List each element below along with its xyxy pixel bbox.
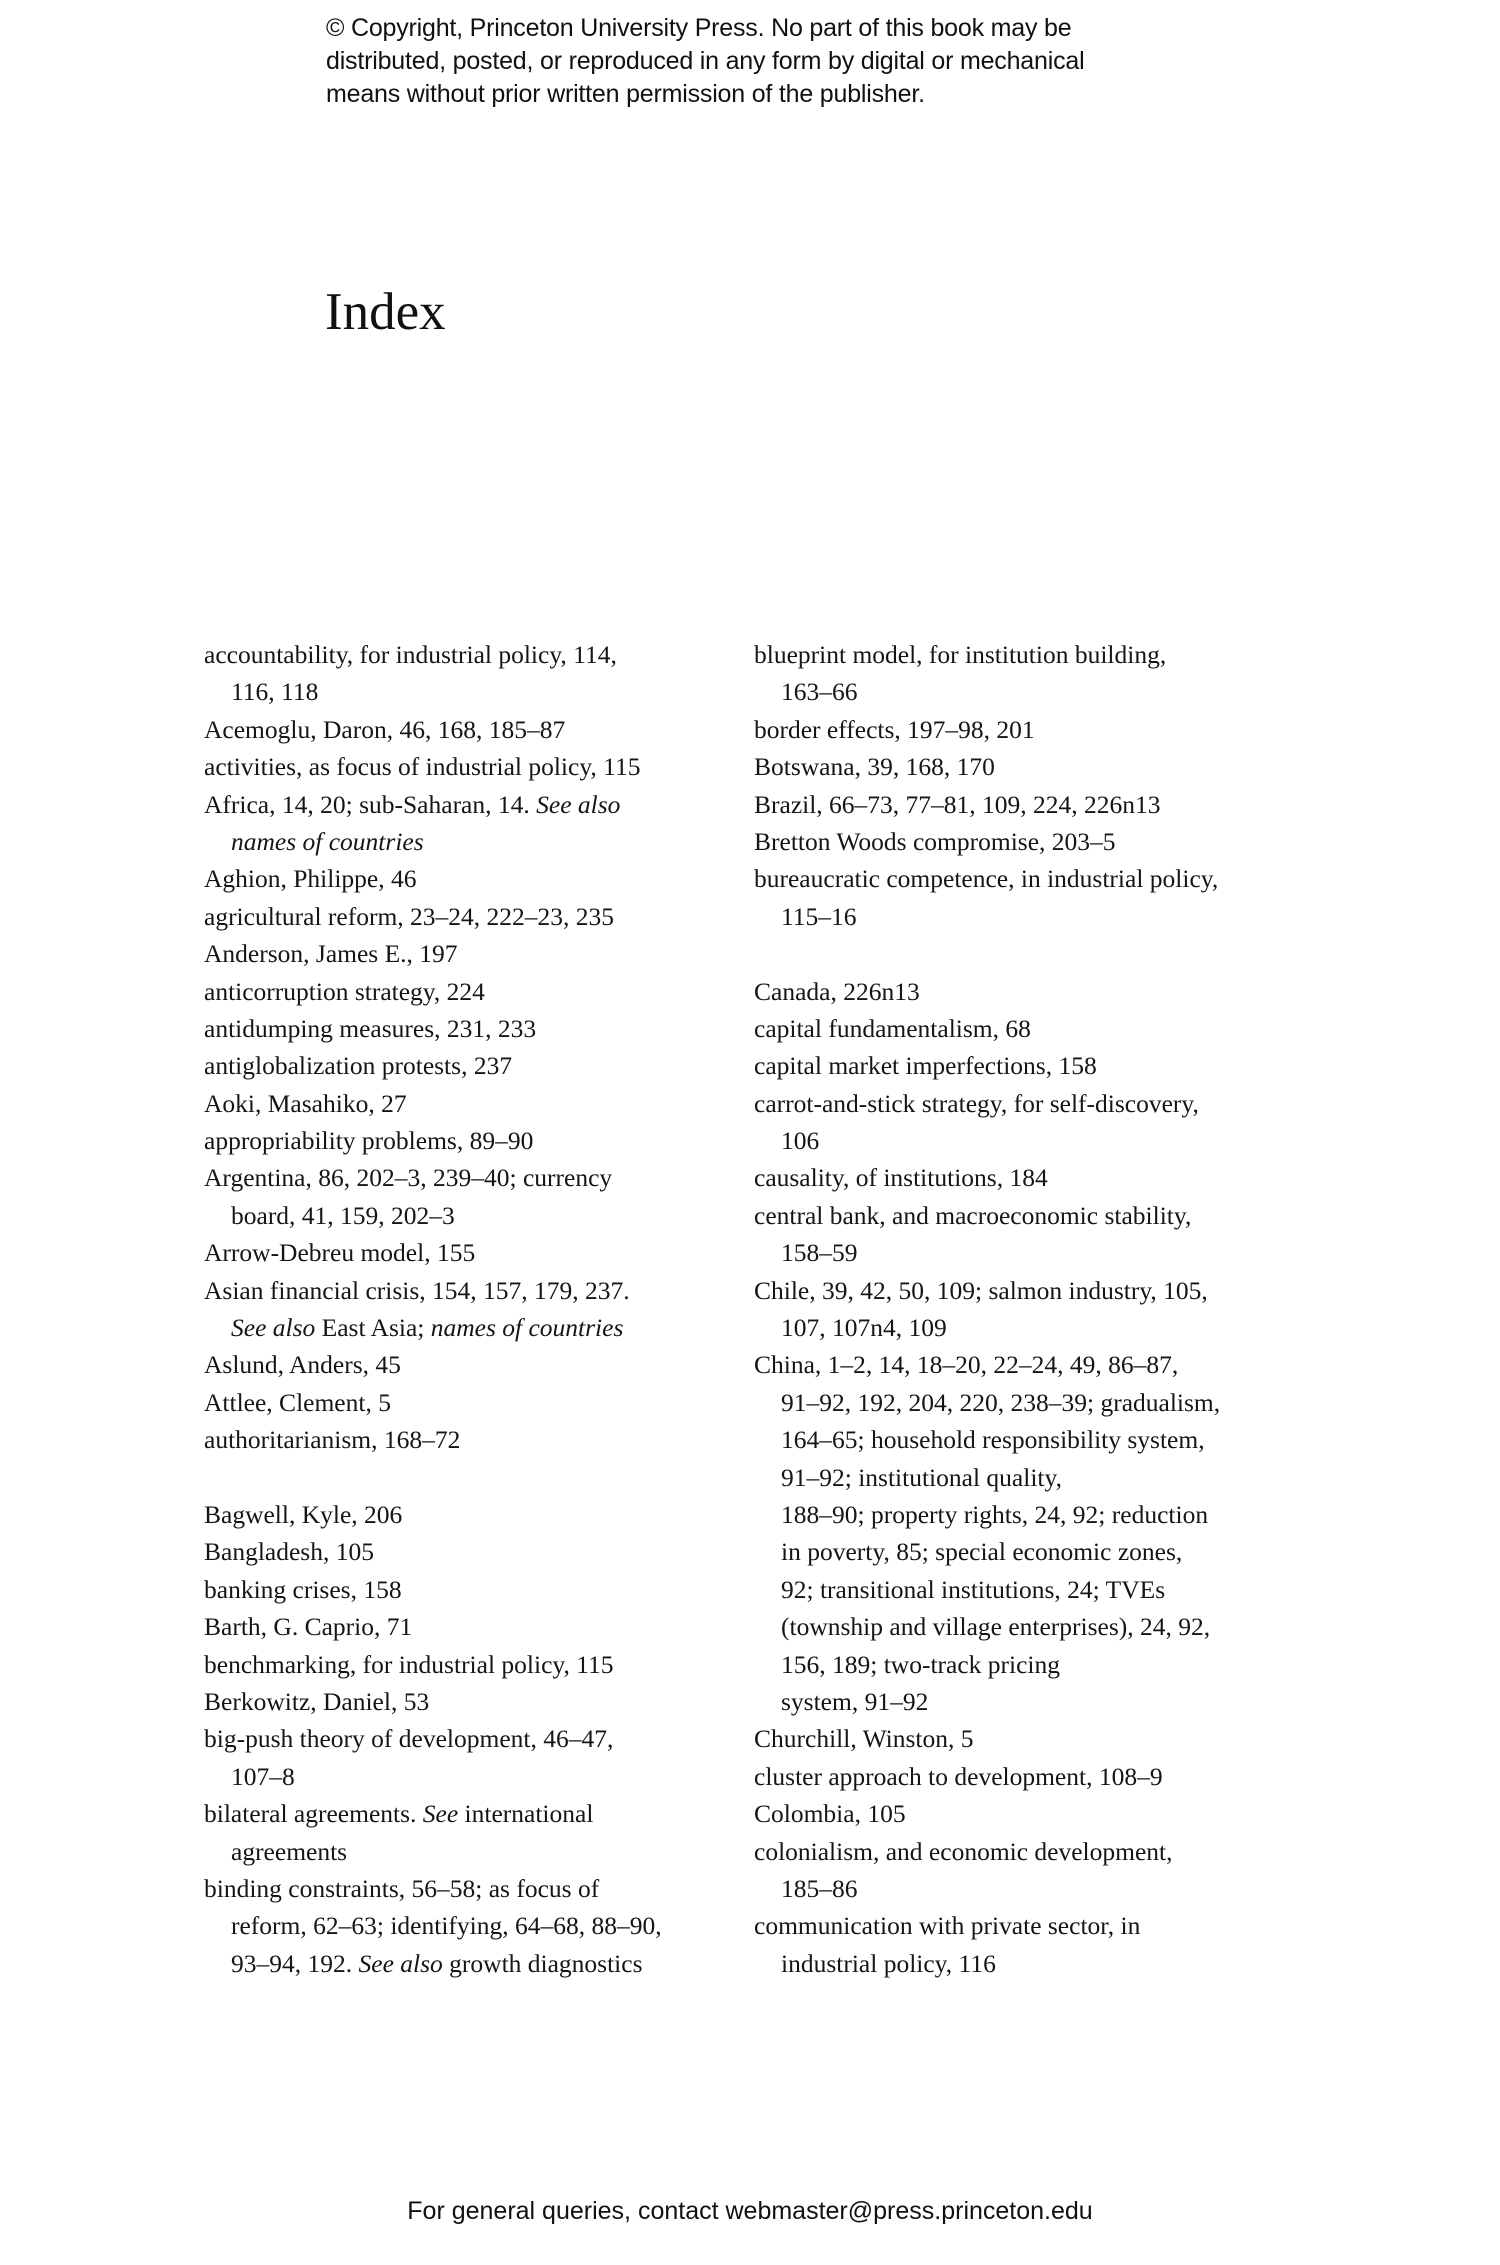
index-entry-continuation [204,673,724,710]
index-text: agreements [231,1836,348,1866]
index-entry-continuation [754,1945,1294,1982]
index-text: Aslund, Anders, 45 [204,1350,401,1380]
index-text: colonialism, and economic development, [754,1836,1173,1866]
index-text: board, 41, 159, 202–3 [231,1200,455,1230]
index-entry [754,1758,1294,1795]
index-entry [204,636,724,673]
index-text: Canada, 226n13 [754,976,920,1006]
index-text: big-push theory of development, 46–47, [204,1724,614,1754]
index-text: banking crises, 158 [204,1574,402,1604]
index-text: 185–86 [781,1873,858,1903]
index-text: anticorruption strategy, 224 [204,976,485,1006]
index-cross-reference: names of countries [231,826,424,856]
index-entry [754,1833,1294,1870]
index-text: central bank, and macroeconomic stability, [754,1200,1192,1230]
index-text: industrial policy, 116 [781,1948,996,1978]
index-entry-continuation [754,1683,1294,1720]
index-text: Brazil, 66–73, 77–81, 109, 224, 226n13 [754,789,1161,819]
index-entry-continuation [754,1234,1294,1271]
copyright-notice [326,12,1226,111]
index-text: 107–8 [231,1761,295,1791]
copyright-line: means without prior written permission of the publisher. [326,80,925,108]
index-entry [754,636,1294,673]
index-text: Aghion, Philippe, 46 [204,864,417,894]
index-text: cluster approach to development, 108–9 [754,1761,1163,1791]
index-text: accountability, for industrial policy, 114, [204,640,617,669]
index-text: 92; transitional institutions, 24; TVEs [781,1574,1166,1604]
index-entry [204,1047,724,1084]
section-gap [754,935,1294,972]
index-entry [204,1272,724,1309]
index-cross-reference: See also [358,1948,443,1978]
index-text: blueprint model, for institution building, [754,640,1167,669]
index-text: East Asia; [315,1313,431,1343]
index-entry [204,1085,724,1122]
index-entry [754,748,1294,785]
index-entry [754,1720,1294,1757]
index-entry [204,748,724,785]
index-column-left [204,636,724,1982]
index-entry [204,1683,724,1720]
index-text: Aoki, Masahiko, 27 [204,1088,407,1118]
index-entry [754,1197,1294,1234]
index-entry [204,935,724,972]
index-text: international [458,1799,594,1829]
index-entry-continuation [754,1496,1294,1533]
index-entry [754,711,1294,748]
page-title: Index [325,283,446,341]
index-entry [204,973,724,1010]
index-text: Bretton Woods compromise, 203–5 [754,826,1116,856]
index-text: Colombia, 105 [754,1799,906,1829]
index-entry [204,1421,724,1458]
index-text: bilateral agreements. [204,1799,423,1829]
index-text: 91–92, 192, 204, 220, 238–39; gradualism, [781,1387,1221,1417]
index-text: binding constraints, 56–58; as focus of [204,1873,600,1903]
index-text: 156, 189; two-track pricing [781,1649,1061,1679]
index-entry-continuation [754,1384,1294,1421]
index-text: Berkowitz, Daniel, 53 [204,1686,430,1716]
index-entry [204,711,724,748]
index-entry-continuation [754,1122,1294,1159]
index-entry [204,898,724,935]
index-text: activities, as focus of industrial policy, 115 [204,752,641,782]
index-text: in poverty, 85; special economic zones, [781,1537,1183,1567]
index-column-right [754,636,1294,1982]
index-entry [754,973,1294,1010]
index-entry [204,1608,724,1645]
footer-contact: For general queries, contact webmaster@press.princeton.edu [407,2197,1093,2225]
index-text: Africa, 14, 20; sub-Saharan, 14. [204,789,537,819]
index-text: appropriability problems, 89–90 [204,1126,534,1156]
index-text: border effects, 197–98, 201 [754,714,1035,744]
index-entry [204,1346,724,1383]
index-entry [754,1795,1294,1832]
index-text: Churchill, Winston, 5 [754,1724,974,1754]
index-entry [754,786,1294,823]
index-entry-continuation [204,1309,724,1346]
index-entry-continuation [754,1533,1294,1570]
index-text: 158–59 [781,1238,858,1268]
index-text: 115–16 [781,901,857,931]
index-text: 107, 107n4, 109 [781,1313,947,1343]
section-gap [204,1459,724,1496]
index-text: antidumping measures, 231, 233 [204,1013,537,1043]
index-entry [204,1533,724,1570]
index-entry-continuation [204,1833,724,1870]
index-text: 163–66 [781,677,858,707]
index-entry [754,1010,1294,1047]
index-text: capital market imperfections, 158 [754,1051,1097,1081]
index-text: Bagwell, Kyle, 206 [204,1499,403,1529]
index-entry-continuation [754,1421,1294,1458]
index-text: Bangladesh, 105 [204,1537,374,1567]
index-text: Anderson, James E., 197 [204,939,458,969]
index-text: China, 1–2, 14, 18–20, 22–24, 49, 86–87, [754,1350,1179,1380]
index-text: Barth, G. Caprio, 71 [204,1612,413,1642]
index-entry [204,1870,724,1907]
index-entry-continuation [754,1870,1294,1907]
index-text: 106 [781,1126,820,1156]
index-entry [754,1047,1294,1084]
index-text: Argentina, 86, 202–3, 239–40; currency [204,1163,613,1193]
index-text: carrot-and-stick strategy, for self-discovery, [754,1088,1199,1118]
index-entry [754,1085,1294,1122]
index-text: Arrow-Debreu model, 155 [204,1238,476,1268]
index-entry-continuation [754,898,1294,935]
index-entry [754,1272,1294,1309]
index-entry [204,1384,724,1421]
index-text: reform, 62–63; identifying, 64–68, 88–90, [231,1911,662,1941]
index-cross-reference: See also [231,1313,316,1343]
index-text: 188–90; property rights, 24, 92; reduction [781,1499,1209,1529]
index-text: (township and village enterprises), 24, 92, [781,1612,1211,1642]
index-entry [204,1010,724,1047]
index-text: 116, 118 [231,677,319,707]
index-entry [204,1159,724,1196]
index-text: Chile, 39, 42, 50, 109; salmon industry, 105, [754,1275,1208,1305]
index-entry [204,1646,724,1683]
index-entry-continuation [204,1945,724,1982]
index-cross-reference: See [422,1799,459,1829]
index-entry-continuation [754,673,1294,710]
index-entry-continuation [754,1646,1294,1683]
index-text: system, 91–92 [781,1686,929,1716]
index-entry [204,860,724,897]
index-entry [754,1907,1294,1944]
index-cross-reference: See also [536,789,621,819]
index-text: authoritarianism, 168–72 [204,1425,461,1455]
index-entry [754,1159,1294,1196]
index-text: growth diagnostics [442,1948,643,1978]
index-entry-continuation [754,1608,1294,1645]
index-text: capital fundamentalism, 68 [754,1013,1031,1043]
index-entry-continuation [754,1309,1294,1346]
index-text: 93–94, 192. [231,1948,359,1978]
index-entry [204,1234,724,1271]
index-entry-continuation [754,1459,1294,1496]
copyright-line: © Copyright, Princeton University Press. No part of this book may be [326,14,1072,42]
index-entry [204,786,724,823]
index-entry-continuation [204,823,724,860]
index-entry [204,1571,724,1608]
copyright-line: distributed, posted, or reproduced in any form by digital or mechanical [326,47,1085,75]
index-text: causality, of institutions, 184 [754,1163,1048,1193]
index-entry [754,1346,1294,1383]
index-entry [204,1720,724,1757]
index-entry [754,823,1294,860]
index-text: Acemoglu, Daron, 46, 168, 185–87 [204,714,566,744]
index-text: antiglobalization protests, 237 [204,1051,513,1081]
index-entry-continuation [754,1571,1294,1608]
index-text: benchmarking, for industrial policy, 115 [204,1649,614,1679]
index-entry [754,860,1294,897]
index-entry-continuation [204,1758,724,1795]
index-entry [204,1496,724,1533]
index-text: 164–65; household responsibility system, [781,1425,1205,1455]
index-entry-continuation [204,1197,724,1234]
index-text: Asian financial crisis, 154, 157, 179, 237. [204,1275,630,1305]
index-text: Botswana, 39, 168, 170 [754,752,995,782]
index-entry [204,1122,724,1159]
index-text: Attlee, Clement, 5 [204,1387,391,1417]
index-cross-reference: names of countries [430,1313,624,1343]
index-text: communication with private sector, in [754,1911,1141,1941]
index-text: agricultural reform, 23–24, 222–23, 235 [204,901,615,931]
index-entry-continuation [204,1907,724,1944]
index-entry [204,1795,724,1832]
index-text: bureaucratic competence, in industrial policy, [754,864,1219,894]
index-text: 91–92; institutional quality, [781,1462,1062,1492]
